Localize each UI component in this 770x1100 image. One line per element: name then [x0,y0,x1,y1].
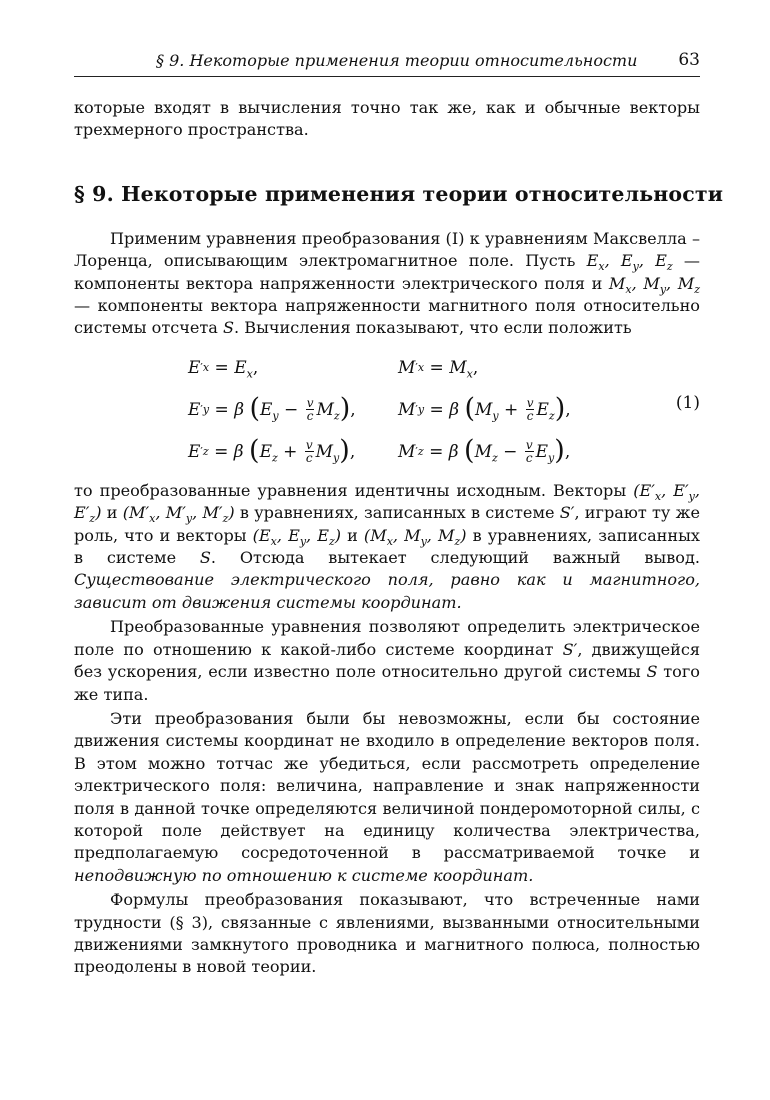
para3-text-3: того же типа. [74,662,700,704]
section-title: § 9. Некоторые применения теории относительности [74,181,724,206]
math-system-s-prime-2: S′ [562,639,578,659]
para1-text-2: — компоненты вектора напряженности электрического поля и [74,251,700,293]
paragraph-conclusion: Формулы преобразования показывают, что встреченные нами трудности (§ 3), связанные с явлениями, вызванными относительными движениями замкнутого проводника и магнитного полюса, полностью преодолены в новой теории. [74,890,700,977]
math-system-s: S [223,318,235,338]
running-head [74,48,700,77]
equation-ex: E ′ x = $E_x$ , [188,357,259,381]
equation-my: M ′ y = β ( $M_y$ + $\frac{v}{c}$ $E_z$ ) , [398,393,571,425]
page-number: 63 [678,50,700,70]
paragraph-impossible-transformations [74,708,700,887]
equation-number: (1) [675,392,700,413]
para4-text-1: Эти преобразования были бы невозможны, если бы состояние движения системы координат не входило в определение векторов поля. В этом можно тотчас же убедиться, если рассмотреть определение электрического поля: величина, направление и знак напряженности поля в данной точке определяются величиной пондеромоторной силы, с которой поле действует на единицу количества электричества, предполагаемую сосредоточенной в рассматриваемой точке и [74,708,700,863]
paragraph-identical-equations [74,480,700,614]
math-m-vector: ($M_x$, $M_y$, $M_z$) [363,525,467,548]
transformation-equations [74,348,700,474]
running-title: § 9. Некоторые применения теории относительности [156,51,638,70]
intro-paragraph: которые входят в вычисления точно так же, как и обычные векторы трехмерного пространства. [74,98,700,140]
equation-mx: M ′ x = $M_x$ , [398,357,479,381]
math-e-prime-vector: ($E'_x$, $E'_y$, $E'_z$) [74,480,701,526]
math-m-prime-vector: ($M'_x$, $M'_y$, $M'_z$) [122,503,235,526]
para3-text-2: , движущейся без ускорения, если известно поле относительно другой системы [74,639,700,682]
math-e-vector: ($E_x$, $E_y$, $E_z$) [252,525,342,548]
para4-emphasis: неподвижную по отношению к системе координат. [74,865,534,885]
math-system-s-prime: S′ [559,503,575,523]
math-system-s-3: S [646,662,658,682]
equation-ez: E ′ z = β ( $E_z$ + $\frac{v}{c}$ $M_y$ ) , [188,435,356,467]
para2-text-3: в уравнениях, записанных в системе [234,503,560,523]
para1-text-1: Применим уравнения преобразования (I) к уравнениям Максвелла – Лоренца, описывающим электромагнитное поле. Пусть [74,228,700,271]
math-e-components: $E_x$, $E_y$, $E_z$ [586,251,673,274]
para2-emphasis: Существование электрического поля, равно как и магнитного, зависит от движения системы координат. [74,570,700,612]
paragraph-determine-field [74,616,700,706]
para1-text-4: . Вычисления показывают, что если положить [234,318,632,338]
book-page [74,48,724,979]
math-system-s-2: S [199,548,211,568]
para2-text-6: в уравнениях, записанных в системе [74,525,701,568]
para2-text-1: то преобразованные уравнения идентичны исходным. Векторы [74,480,634,500]
equation-ey: E ′ y = β ( $E_y$ − $\frac{v}{c}$ $M_z$ ) , [188,393,356,425]
para2-text-7: . Отсюда вытекает следующий важный вывод. [210,548,700,568]
para2-text-4: , играют ту же роль, что и векторы [74,503,700,545]
para1-text-3: — компоненты вектора напряженности магнитного поля относительно системы отсчета [74,296,700,338]
equation-mz: M ′ z = β ( $M_z$ − $\frac{v}{c}$ $E_y$ ) , [398,435,571,467]
para3-text-1: Преобразованные уравнения позволяют определить электрическое поле по отношению к какой-либо системе координат [74,617,700,659]
math-m-components: $M_x$, $M_y$, $M_z$ [608,273,701,296]
para2-text-2: и [101,503,123,523]
paragraph-maxwell-lorentz [74,228,700,340]
para2-text-5: и [341,525,364,545]
